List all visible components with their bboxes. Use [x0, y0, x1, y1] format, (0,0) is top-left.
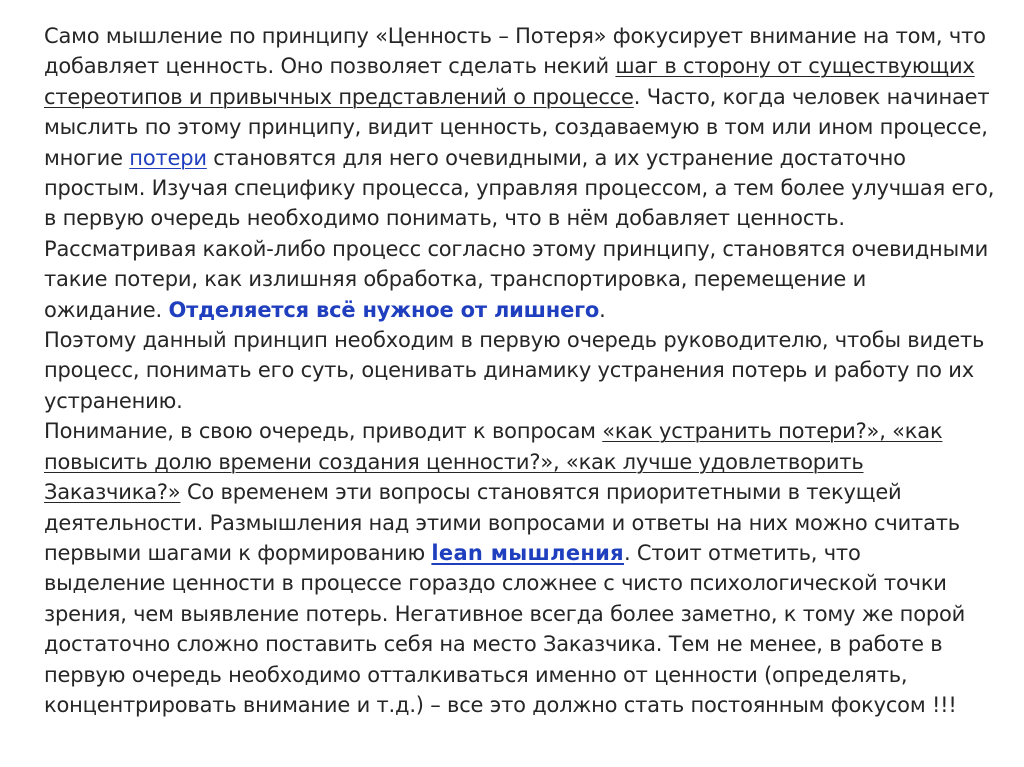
- text-line: Заказчика?» Со временем эти вопросы становятся приоритетными в текущей: [44, 480, 902, 505]
- text-line: Понимание, в свою очередь, приводит к вопросам «как устранить потери?», «как: [44, 419, 943, 444]
- text-line: простым. Изучая специфику процесса, управляя процессом, а тем более улучшая его,: [44, 176, 995, 201]
- highlighted-phrase: Отделяется всё нужное от лишнего: [168, 297, 600, 322]
- text-line: [44, 447, 994, 477]
- link-poteri[interactable]: потери: [129, 145, 207, 170]
- text-line: многие потери становятся для него очевидными, а их устранение достаточно: [44, 145, 906, 170]
- text-line: зрения, чем выявление потерь. Негативное всегда более заметно, к тому же порой: [44, 601, 966, 626]
- text-line: устранению.: [44, 388, 183, 413]
- text-line: первыми шагами к формированию lean мышления. Стоит отметить, что: [44, 540, 861, 565]
- link-lean-thinking[interactable]: lean мышления: [431, 540, 624, 565]
- text-line: Само мышление по принципу «Ценность – Потеря» фокусирует внимание на том, что: [44, 24, 986, 48]
- underlined-phrase: повысить долю времени создания ценности?», «как лучше удовлетворить: [44, 449, 864, 474]
- text-line: мыслить по этому принципу, видит ценность, создаваемую в том или ином процессе,: [44, 115, 988, 140]
- text-line: стереотипов и привычных представлений о процессе. Часто, когда человек начинает: [44, 84, 990, 109]
- text-line: выделение ценности в процессе гораздо сложнее с чисто психологической точки: [44, 571, 947, 596]
- text-line: добавляет ценность. Оно позволяет сделать некий шаг в сторону от существующих: [44, 54, 975, 79]
- text-line: ожидание. Отделяется всё нужное от лишнего.: [44, 297, 606, 322]
- underlined-phrase: стереотипов и привычных представлений о процессе: [44, 84, 634, 109]
- text-line: достаточно сложно поставить себя на место Заказчика. Тем не менее, в работе в: [44, 632, 943, 657]
- underlined-phrase: шаг в сторону от существующих: [615, 54, 975, 79]
- underlined-phrase: «как устранить потери?», «как: [602, 419, 943, 444]
- text-line: деятельности. Размышления над этими вопросами и ответы на них можно считать: [44, 510, 960, 535]
- text-line: в первую очередь необходимо понимать, что в нём добавляет ценность.: [44, 206, 845, 231]
- text-line: процесс, понимать его суть, оценивать динамику устранения потерь и работу по их: [44, 358, 974, 383]
- text-block: [44, 21, 994, 720]
- text-line: концентрировать внимание и т.д.) – все это должно стать постоянным фокусом !!!: [44, 692, 957, 717]
- text-line: первую очередь необходимо отталкиваться именно от ценности (определять,: [44, 662, 908, 687]
- text-line: Поэтому данный принцип необходим в первую очередь руководителю, чтобы видеть: [44, 328, 985, 353]
- underlined-phrase: Заказчика?»: [44, 480, 181, 505]
- text-line: Рассматривая какой-либо процесс согласно этому принципу, становятся очевидными: [44, 236, 989, 261]
- text-line: такие потери, как излишняя обработка, транспортировка, перемещение и: [44, 267, 867, 292]
